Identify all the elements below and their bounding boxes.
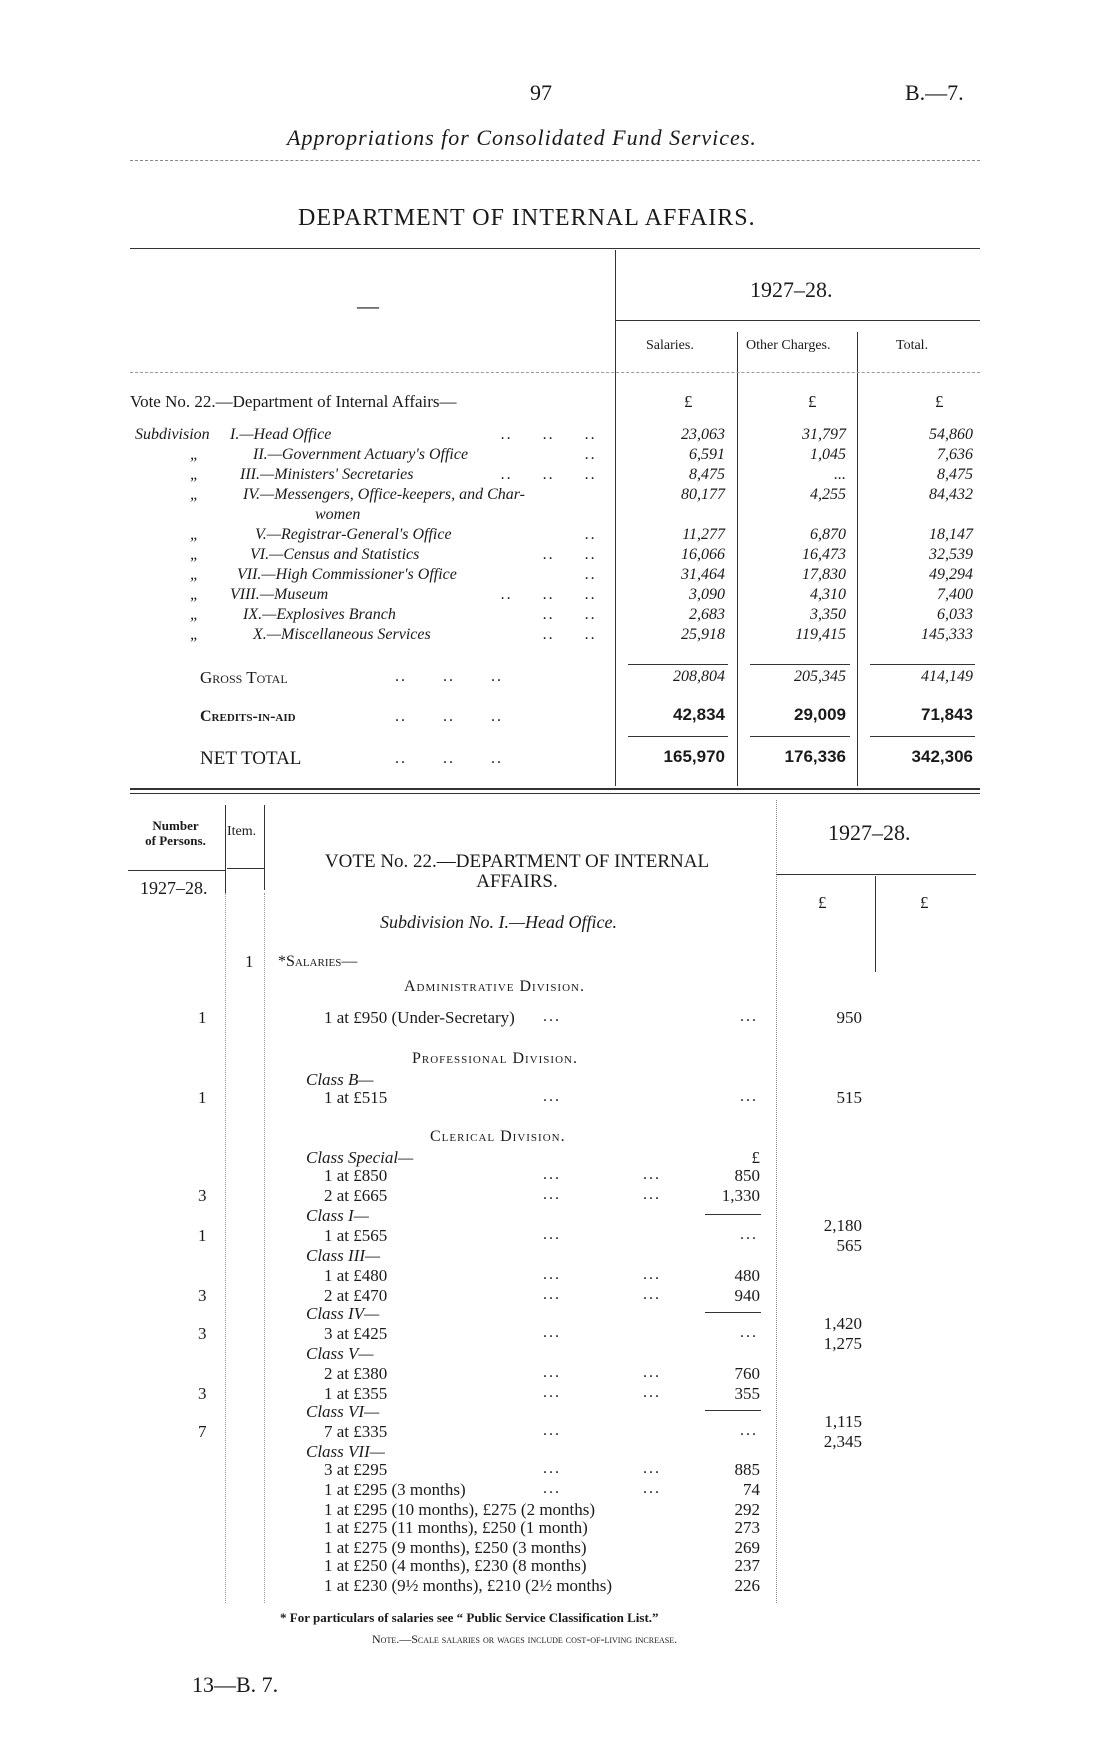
page-number: 97 [530, 80, 552, 105]
salary-line: 1 at £295 (3 months) [324, 1480, 466, 1499]
row-name: VI.—Census and Statistics [250, 546, 420, 563]
summary-cell-total: 32,539 [929, 546, 973, 563]
salary-line: 1 at £295 (10 months), £275 (2 months) [324, 1500, 596, 1519]
salary-line: 1 at £480 [324, 1266, 388, 1285]
footnote-note: Note.—Scale salaries or wages include cost-of-living increase. [372, 1632, 678, 1646]
inner-amount: 226 [734, 1576, 760, 1595]
detail-item-rule [264, 893, 265, 1603]
salary-line: 1 at £950 (Under-Secretary) [324, 1008, 515, 1027]
row-leader: .. .. [543, 606, 597, 623]
inner-amount: 74 [743, 1480, 760, 1499]
inner-amount: 237 [734, 1556, 760, 1575]
currency-other: £ [808, 392, 817, 411]
class-heading: Class Special— [306, 1148, 414, 1167]
persons-count: 7 [198, 1422, 207, 1441]
subdivision-row [135, 626, 605, 646]
salary-line: 1 at £515 [324, 1088, 388, 1107]
row-name: VII.—High Commissioner's Office [237, 566, 457, 583]
inner-amount: 480 [734, 1266, 760, 1285]
gross-total-leader: .. .. .. [395, 668, 503, 685]
row-ditto: „ [190, 566, 199, 583]
class-heading: Class VI— [306, 1402, 380, 1421]
row-name: II.—Government Actuary's Office [253, 446, 469, 463]
net-rule-total [870, 736, 975, 737]
leader-ellipsis: ... [543, 1186, 561, 1203]
credits-total: 71,843 [921, 705, 973, 724]
detail-divider-persons [225, 805, 226, 895]
vote-title [262, 852, 772, 892]
summary-cell-salaries: 3,090 [689, 586, 725, 603]
summary-dash: — [357, 293, 379, 318]
summary-cell-salaries: 25,918 [681, 626, 725, 643]
inner-amount: 273 [734, 1518, 760, 1537]
row-ditto: „ [190, 586, 199, 603]
gross-rule-total [870, 664, 975, 665]
credits-other: 29,009 [794, 705, 846, 724]
inner-amount: 850 [734, 1166, 760, 1185]
leader-ellipsis: ... [543, 1286, 561, 1303]
col-item: Item. [227, 824, 257, 839]
row-leader: .. .. .. [501, 466, 597, 483]
gross-total-label: Gross Total [200, 668, 288, 687]
outer-amount: 2,345 [823, 1432, 862, 1451]
subdivision-row [135, 566, 605, 586]
summary-cell-salaries: 8,475 [689, 466, 725, 483]
row-name: IX.—Explosives Branch [243, 606, 396, 623]
gross-total: 414,149 [921, 668, 973, 685]
credits-leader: .. .. .. [395, 708, 503, 725]
outer-amount: 1,275 [823, 1334, 862, 1353]
outer-amount: 1,420 [823, 1314, 862, 1333]
salary-line: 1 at £230 (9½ months), £210 (2½ months) [324, 1576, 613, 1595]
document-ref: B.—7. [905, 80, 964, 105]
subdivision-row [135, 526, 605, 546]
leader-ellipsis: ... [643, 1364, 661, 1381]
leader-ellipsis: ... [543, 1364, 561, 1381]
administrative-division-heading: Administrative Division. [404, 978, 585, 995]
summary-cell-other: 119,415 [795, 626, 846, 643]
col-salaries: Salaries. [646, 338, 694, 353]
summary-cell-total: 54,860 [929, 426, 973, 443]
salary-line: 1 at £275 (9 months), £250 (3 months) [324, 1538, 587, 1557]
page-footer: 13—B. 7. [192, 1672, 279, 1697]
summary-bottom-rule [130, 788, 980, 790]
leader-ellipsis: ... [543, 1266, 561, 1283]
gross-rule-salaries [628, 664, 728, 665]
summary-header-rule [130, 372, 980, 373]
summary-cell-other: 4,310 [810, 586, 846, 603]
subtotal-rule [705, 1410, 761, 1411]
row-name: X.—Miscellaneous Services [253, 626, 431, 643]
net-total-label: NET TOTAL [200, 748, 302, 769]
row-name: IV.—Messengers, Office-keepers, and Char- [243, 486, 525, 503]
leader-ellipsis: ... [643, 1460, 661, 1477]
summary-cell-other: 16,473 [802, 546, 846, 563]
summary-cell-other: 6,870 [810, 526, 846, 543]
outer-amount: 515 [836, 1088, 862, 1107]
detail-left-rule [225, 893, 226, 1603]
persons-count: 1 [198, 1088, 207, 1107]
col-persons-label: of Persons. [145, 833, 206, 848]
net-total-leader: .. .. .. [395, 750, 503, 767]
summary-cell-salaries: 31,464 [681, 566, 725, 583]
salary-line: 2 at £665 [324, 1186, 388, 1205]
summary-cell-other: 1,045 [810, 446, 846, 463]
summary-cell-total: 6,033 [937, 606, 973, 623]
gross-other: 205,345 [794, 668, 846, 685]
leader-ellipsis: ... [643, 1384, 661, 1401]
row-ditto: Subdivision [135, 426, 210, 443]
subdivision-row [135, 466, 605, 486]
net-salaries: 165,970 [663, 747, 725, 766]
item-number: 1 [245, 952, 254, 971]
leader-ellipsis: ... [740, 1226, 758, 1243]
subdivision-row [135, 606, 605, 626]
running-title: Appropriations for Consolidated Fund Services. [287, 125, 757, 150]
vote-title-line2: AFFAIRS. [476, 871, 558, 892]
inner-amount: 355 [734, 1384, 760, 1403]
inner-currency: £ [751, 1148, 760, 1167]
persons-count: 3 [198, 1384, 207, 1403]
col-number-label: Number [152, 818, 199, 833]
summary-divider-other [737, 332, 738, 786]
summary-cell-other: 4,255 [810, 486, 846, 503]
currency-salaries: £ [684, 392, 693, 411]
inner-amount: 292 [734, 1500, 760, 1519]
summary-cell-total: 18,147 [929, 526, 973, 543]
class-heading: Class B— [306, 1070, 374, 1089]
summary-top-rule [130, 248, 980, 249]
col-number-of-persons [128, 818, 223, 848]
persons-count: 1 [198, 1008, 207, 1027]
summary-divider-total [857, 332, 858, 786]
row-name: I.—Head Office [230, 426, 332, 443]
item-header-rule [227, 868, 264, 869]
row-name: III.—Ministers' Secretaries [240, 466, 414, 483]
row-leader: .. .. .. [501, 426, 597, 443]
subdivision-row [135, 546, 605, 566]
leader-ellipsis: ... [740, 1008, 758, 1025]
col-other-charges: Other Charges. [746, 338, 831, 353]
row-name: V.—Registrar-General's Office [255, 526, 452, 543]
salary-line: 7 at £335 [324, 1422, 388, 1441]
inner-amount: 760 [734, 1364, 760, 1383]
net-rule-salaries [628, 736, 728, 737]
row-leader: .. .. [543, 626, 597, 643]
persons-count: 3 [198, 1286, 207, 1305]
class-heading: Class IV— [306, 1304, 380, 1323]
class-heading: Class VII— [306, 1442, 385, 1461]
summary-cell-total: 84,432 [929, 486, 973, 503]
inner-amount: 885 [734, 1460, 760, 1479]
leader-ellipsis: ... [740, 1088, 758, 1105]
net-other: 176,336 [784, 747, 846, 766]
summary-cell-total: 7,636 [937, 446, 973, 463]
clerical-division-heading: Clerical Division. [430, 1128, 566, 1145]
subdivision-row [135, 446, 605, 466]
row-ditto: „ [190, 486, 199, 503]
detail-year-left: 1927–28. [140, 878, 208, 898]
gross-salaries: 208,804 [673, 668, 725, 685]
summary-cell-total: 8,475 [937, 466, 973, 483]
summary-cell-total: 145,333 [921, 626, 973, 643]
summary-cell-other: 3,350 [810, 606, 846, 623]
summary-cell-total: 7,400 [937, 586, 973, 603]
leader-ellipsis: ... [643, 1166, 661, 1183]
inner-amount: 1,330 [721, 1186, 760, 1205]
persons-count: 1 [198, 1226, 207, 1245]
class-heading: Class III— [306, 1246, 381, 1265]
salary-line: 1 at £565 [324, 1226, 388, 1245]
salary-line: 2 at £380 [324, 1364, 388, 1383]
credits-salaries: 42,834 [673, 705, 725, 724]
subtotal-rule [705, 1312, 761, 1313]
subdivision-row [135, 486, 605, 506]
row-ditto: „ [190, 446, 199, 463]
salary-line: 1 at £850 [324, 1166, 388, 1185]
inner-amount: 269 [734, 1538, 760, 1557]
summary-year: 1927–28. [750, 277, 833, 302]
header-rule [130, 160, 980, 161]
outer-amount: 1,115 [824, 1412, 862, 1431]
department-title: DEPARTMENT OF INTERNAL AFFAIRS. [298, 205, 756, 231]
detail-inner-rule [875, 876, 876, 972]
row-name-continued: women [315, 506, 361, 523]
credits-label: Credits-in-aid [200, 708, 296, 725]
summary-cell-other: 31,797 [802, 426, 846, 443]
gross-rule-other [750, 664, 850, 665]
row-leader: .. [585, 446, 597, 463]
persons-count: 3 [198, 1186, 207, 1205]
summary-cell-other: 17,830 [802, 566, 846, 583]
row-leader: .. [585, 526, 597, 543]
leader-ellipsis: ... [543, 1460, 561, 1477]
summary-cell-other: ... [834, 466, 846, 483]
subtotal-rule [705, 1214, 761, 1215]
leader-ellipsis: ... [543, 1480, 561, 1497]
summary-cell-salaries: 80,177 [681, 486, 725, 503]
vote-title-line1: VOTE No. 22.—DEPARTMENT OF INTERNAL [324, 851, 710, 872]
detail-currency-2: £ [920, 893, 929, 912]
vote-label: Vote No. 22.—Department of Internal Affairs— [130, 392, 457, 411]
persons-count: 3 [198, 1324, 207, 1343]
detail-year-right: 1927–28. [828, 820, 911, 845]
inner-amount: 940 [734, 1286, 760, 1305]
leader-ellipsis: ... [740, 1422, 758, 1439]
salary-line: 3 at £295 [324, 1460, 388, 1479]
class-heading: Class V— [306, 1344, 374, 1363]
leader-ellipsis: ... [643, 1480, 661, 1497]
subdivision-heading: Subdivision No. I.—Head Office. [380, 912, 617, 932]
subdivision-row [135, 426, 605, 446]
leader-ellipsis: ... [543, 1226, 561, 1243]
outer-amount: 950 [836, 1008, 862, 1027]
detail-amount-rule [776, 800, 777, 1603]
col-total: Total. [896, 338, 929, 353]
leader-ellipsis: ... [543, 1008, 561, 1025]
currency-total: £ [935, 392, 944, 411]
detail-year-rule [776, 874, 976, 875]
row-leader: .. .. .. [501, 586, 597, 603]
row-ditto: „ [190, 606, 199, 623]
leader-ellipsis: ... [543, 1422, 561, 1439]
leader-ellipsis: ... [643, 1266, 661, 1283]
leader-ellipsis: ... [543, 1088, 561, 1105]
row-name: VIII.—Museum [230, 586, 329, 603]
leader-ellipsis: ... [543, 1324, 561, 1341]
summary-bottom-rule-2 [130, 793, 980, 794]
row-ditto: „ [190, 546, 199, 563]
row-ditto: „ [190, 526, 199, 543]
salary-line: 1 at £250 (4 months), £230 (8 months) [324, 1556, 587, 1575]
professional-division-heading: Professional Division. [412, 1050, 578, 1067]
net-total: 342,306 [911, 747, 973, 766]
leader-ellipsis: ... [740, 1324, 758, 1341]
detail-currency-1: £ [818, 893, 827, 912]
salary-line: 2 at £470 [324, 1286, 388, 1305]
subdivision-row-continued [135, 506, 605, 526]
summary-cell-salaries: 16,066 [681, 546, 725, 563]
salary-line: 1 at £275 (11 months), £250 (1 month) [324, 1518, 588, 1537]
row-ditto: „ [190, 626, 199, 643]
summary-cell-salaries: 2,683 [689, 606, 725, 623]
persons-header-rule [128, 870, 225, 871]
summary-cell-salaries: 11,277 [682, 526, 725, 543]
outer-amount: 2,180 [823, 1216, 862, 1235]
summary-divider-main [615, 250, 616, 786]
class-heading: Class I— [306, 1206, 369, 1225]
summary-year-rule [615, 320, 980, 321]
summary-cell-salaries: 23,063 [681, 426, 725, 443]
row-leader: .. [585, 566, 597, 583]
summary-cell-total: 49,294 [929, 566, 973, 583]
net-rule-other [750, 736, 850, 737]
salary-line: 1 at £355 [324, 1384, 388, 1403]
row-leader: .. .. [543, 546, 597, 563]
summary-cell-salaries: 6,591 [689, 446, 725, 463]
salary-line: 3 at £425 [324, 1324, 388, 1343]
leader-ellipsis: ... [543, 1166, 561, 1183]
leader-ellipsis: ... [643, 1186, 661, 1203]
leader-ellipsis: ... [643, 1286, 661, 1303]
row-ditto: „ [190, 466, 199, 483]
subdivision-row [135, 586, 605, 606]
outer-amount: 565 [836, 1236, 862, 1255]
footnote-salaries: * For particulars of salaries see “ Public Service Classification List.” [280, 1610, 659, 1625]
salaries-heading: *Salaries— [278, 953, 358, 970]
leader-ellipsis: ... [543, 1384, 561, 1401]
